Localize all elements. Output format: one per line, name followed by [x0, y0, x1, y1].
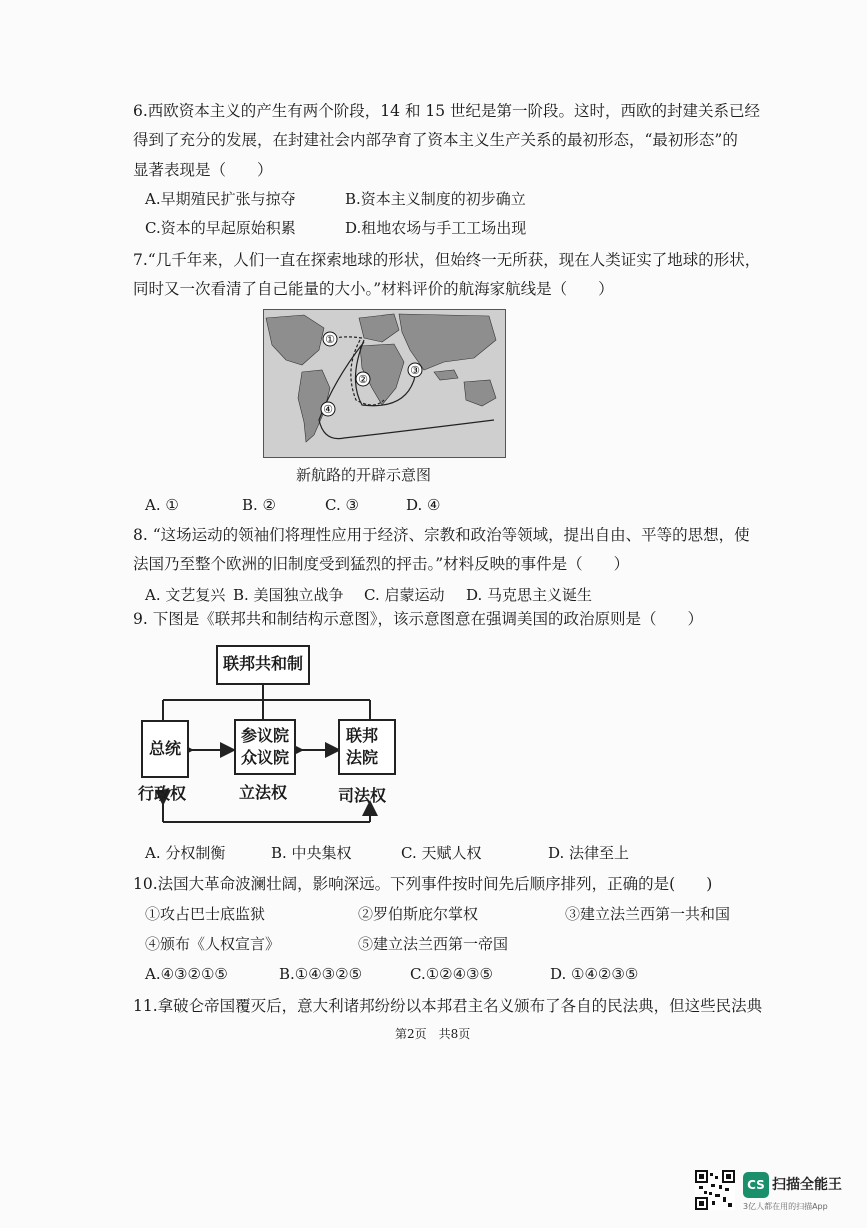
qr-code-icon [695, 1170, 735, 1210]
map-marker-4: ④ [323, 403, 333, 416]
q6-option-a: A.早期殖民扩张与掠夺 [145, 190, 296, 208]
q10-event-1: ①攻占巴士底监狱 [145, 905, 266, 923]
q7-option-c: C. ③ [325, 496, 359, 514]
q9-option-c: C. 天赋人权 [401, 844, 482, 862]
map-marker-3: ③ [410, 364, 420, 377]
q8-option-c: C. 启蒙运动 [364, 586, 445, 604]
q9-option-a: A. 分权制衡 [145, 844, 226, 862]
diagram-senate-label: 参议院 [240, 726, 289, 745]
q7-option-a: A. ① [145, 496, 179, 514]
q8-line-2: 法国乃至整个欧洲的旧制度受到猛烈的抨击。”材料反映的事件是（ ） [133, 555, 630, 573]
diagram-executive-label: 行政权 [138, 784, 187, 803]
q9-option-b: B. 中央集权 [271, 844, 352, 862]
q11-line-1: 11.拿破仑帝国覆灭后，意大利诸邦纷纷以本邦君主名义颁布了各自的民法典，但这些民法典 [133, 997, 763, 1015]
q10-event-2: ②罗伯斯庇尔掌权 [358, 905, 479, 923]
q9-line-1: 9. 下图是《联邦共和制结构示意图》，该示意图意在强调美国的政治原则是（ ） [133, 610, 703, 628]
q7-line-2: 同时又一次看清了自己能量的大小。”材料评价的航海家航线是（ ） [133, 280, 614, 298]
q10-event-5: ⑤建立法兰西第一帝国 [358, 935, 509, 953]
q6-line-1: 6.西欧资本主义的产生有两个阶段，14 和 15 世纪是第一阶段。这时，西欧的封建关系已经 [133, 102, 761, 120]
diagram-house-label: 众议院 [240, 748, 289, 767]
q10-option-c: C.①②④③⑤ [410, 965, 493, 983]
q7-line-1: 7.“几千年来，人们一直在探索地球的形状，但始终一无所获，现在人类证实了地球的形状， [133, 251, 761, 269]
diagram-court-label-1: 联邦 [346, 726, 379, 745]
q8-option-d: D. 马克思主义诞生 [466, 586, 593, 604]
diagram-judicial-label: 司法权 [338, 786, 387, 805]
camscanner-logo-icon: CS [743, 1172, 769, 1198]
q6-line-2: 得到了充分的发展，在封建社会内部孕育了资本主义生产关系的最初形态，“最初形态”的 [133, 131, 738, 149]
scanner-app-tagline: 3亿人都在用的扫描App [743, 1202, 828, 1211]
q7-option-d: D. ④ [406, 496, 441, 514]
q10-option-b: B.①④③②⑤ [279, 965, 363, 983]
q6-option-c: C.资本的早起原始积累 [145, 219, 296, 237]
q10-line-1: 10.法国大革命波澜壮阔，影响深远。下列事件按时间先后顺序排列，正确的是( ) [133, 875, 713, 893]
q10-option-a: A.④③②①⑤ [145, 965, 228, 983]
new-sea-routes-map [263, 309, 506, 458]
q10-event-4: ④颁布《人权宣言》 [145, 935, 281, 953]
q10-option-d: D. ①④②③⑤ [550, 965, 639, 983]
q8-line-1: 8. “这场运动的领袖们将理性应用于经济、宗教和政治等领域，提出自由、平等的思想，使 [133, 526, 750, 544]
q10-event-3: ③建立法兰西第一共和国 [565, 905, 731, 923]
map-caption: 新航路的开辟示意图 [296, 466, 432, 484]
q7-option-b: B. ② [242, 496, 277, 514]
diagram-president-box: 总统 [141, 720, 189, 778]
map-marker-2: ② [358, 373, 368, 386]
q9-option-d: D. 法律至上 [548, 844, 630, 862]
q6-option-b: B.资本主义制度的初步确立 [345, 190, 526, 208]
diagram-court-box [338, 719, 396, 775]
world-map-graphic [264, 310, 505, 457]
diagram-congress-box [234, 719, 296, 775]
diagram-legislative-label: 立法权 [239, 783, 288, 802]
page-number: 第2页 共8页 [395, 1027, 471, 1041]
q6-option-d: D.租地农场与手工工场出现 [345, 219, 527, 237]
q8-option-b: B. 美国独立战争 [233, 586, 344, 604]
map-marker-1: ① [325, 333, 335, 346]
diagram-top-box: 联邦共和制 [216, 645, 310, 685]
scanner-app-name: 扫描全能王 [772, 1177, 842, 1193]
q8-option-a: A. 文艺复兴 [145, 586, 226, 604]
diagram-court-label-2: 法院 [346, 748, 379, 767]
q6-line-3: 显著表现是（ ） [133, 161, 273, 179]
